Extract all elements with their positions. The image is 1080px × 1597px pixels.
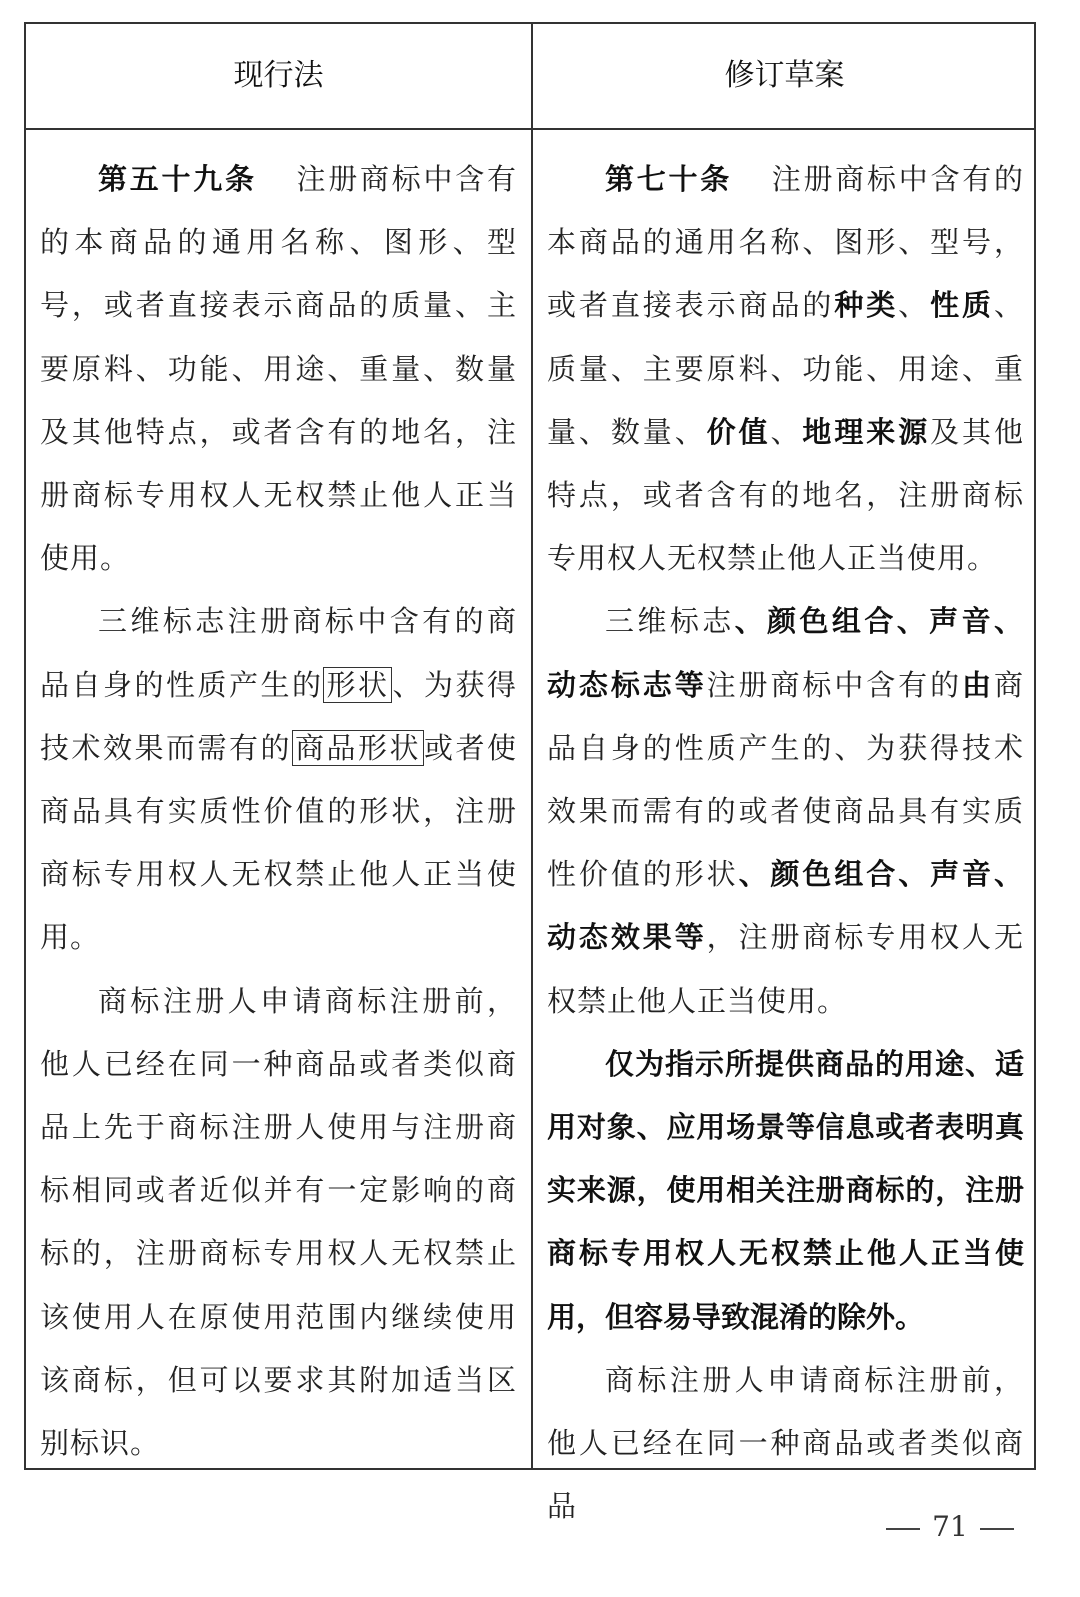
comparison-table (24, 22, 1036, 1524)
draft-para-indication-use: 仅为指示所提供商品的用途、适用对象、应用场景等信息或者表明真实来源，使用相关注册商标的，注册商标专用权人无权禁止他人正当使用，但容易导致混淆的除外。 (547, 1046, 1024, 1334)
header-current-law: 现行法 (233, 58, 324, 93)
current-law-article-59 (40, 148, 517, 590)
dash-left (886, 1528, 920, 1530)
boxed-text-product-shape: 商品形状 (292, 730, 424, 766)
article-number: 第七十条 (605, 162, 732, 196)
revised-draft-column (533, 130, 1036, 1524)
boxed-text-shape: 形状 (323, 667, 392, 703)
header-revised-draft: 修订草案 (724, 58, 845, 93)
page-number: 71 (870, 1510, 1030, 1550)
current-law-column (26, 130, 531, 1475)
article-number: 第五十九条 (98, 162, 257, 196)
draft-article-70: 第七十条 注册商标中含有的本商品的通用名称、图形、型号，或者直接表示商品的种类、性质、质量、主要原料、功能、用途、重量、数量、价值、地理来源及其他特点，或者含有的地名，注册商标专用权人无权禁止他人正当使用。 (547, 162, 1024, 576)
article-text: 注册商标中含有的本商品的通用名称、图形、型号，或者直接表示商品的质量、主要原料、功能、用途、重量、数量及其他特点，或者含有的地名，注册商标专用权人无权禁止他人正当使用。 (40, 162, 517, 576)
draft-para-3d: 三维标志、颜色组合、声音、动态标志等注册商标中含有的由商品自身的性质产生的、为获得技术效果而需有的或者使商品具有实质性价值的形状、颜色组合、声音、动态效果等，注册商标专用权人无权禁止他人正当使用。 (547, 604, 1024, 1018)
current-law-para-3d: 三维标志注册商标中含有的商品自身的性质产生的 形状 、为获得技术效果而需有的 商品形状 或者使商品具有实质性价值的形状，注册商标专用权人无权禁止他人正当使用。 (40, 604, 517, 955)
draft-para-prior-use: 商标注册人申请商标注册前，他人已经在同一种商品或者类似商品 (547, 1362, 1024, 1524)
dash-right (980, 1528, 1014, 1530)
current-law-para-prior-use: 商标注册人申请商标注册前，他人已经在同一种商品或者类似商品上先于商标注册人使用与注册商标相同或者近似并有一定影响的商标的，注册商标专用权人无权禁止该使用人在原使用范围内继续使用该商标，但可以要求其附加适当区别标识。 (40, 983, 517, 1461)
